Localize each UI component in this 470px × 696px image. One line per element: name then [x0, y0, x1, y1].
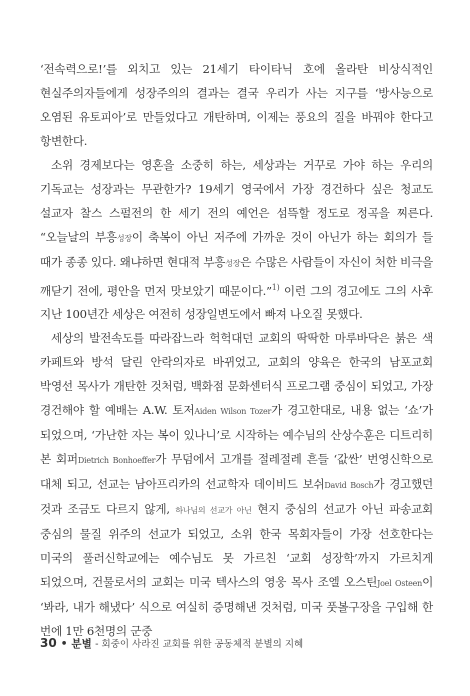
page-body [40, 58, 433, 644]
inline-name-gloss: Joel Osteen [377, 578, 423, 588]
paragraph-text: ‘전속력으로!’를 외치고 있는 21세기 타이타닉 호에 올라탄 비상식적인 현실주의자들에게 성장주의의 결과는 결국 우리가 사는 지구를 ‘방사능으로 오염된 유토피아’로 만들었다고 개탄하며, 이제는 풍요의 질을 바꿔야 한다고 항변한다. [40, 62, 433, 148]
paragraph-text: 가 무덤에서 고개를 절레절레 흔들 ‘값싼’ 번영신학으로 대체 되고, 선교는 남아프리카의 선교학자 데이비드 보쉬 [40, 452, 433, 492]
book-subtitle: - 회중이 사라진 교회를 위한 공동체적 분별의 지혜 [95, 639, 304, 650]
inline-name-gloss: Aiden Wilson Tozer [194, 407, 272, 417]
inline-name-gloss: David Bosch [324, 481, 374, 491]
paragraph-text: 가 경고했던 것과 조금도 다르지 않게, [40, 477, 434, 517]
book-title: 분별 [71, 638, 92, 650]
paragraph-text: 이 ‘봐라, 내가 해냈다’ 식으로 여실히 증명해낸 것처럼, 미국 풋볼구장을 구입해 한 번에 1만 6천명의 군중 [40, 574, 434, 638]
inline-gloss: 성장 [225, 258, 241, 268]
paragraph-text: 소위 경제보다는 영혼을 소중히 하는, 세상과는 거꾸로 가야 하는 우리의 기독교는 성장과는 무관한가? 19세기 영국에서 가장 경건하다 싶은 청교도 설교자 찰스 스펄전의 한 세기 전의 예언은 섬뜩할 정도로 정곡을 찌른다. “오늘날의 부흥 [40, 157, 433, 244]
inline-gloss: 하나님의 선교가 아닌 [175, 506, 252, 516]
paragraph-text: 가 경고한대로, 내용 없는 ‘쇼’가 되었으며, ‘가난한 자는 복이 있나니’로 시작하는 예수님의 산상수훈은 디트리히 본 회퍼 [40, 403, 433, 467]
page-footer [40, 636, 303, 651]
paragraph-text: 이런 그의 경고에도 그의 사후 지난 100년간 세상은 여전히 성장일변도에서 빠져 나오질 못했다. [40, 283, 433, 322]
footnote-marker: 1) [271, 282, 280, 292]
inline-name-gloss: Dietrich Bonhoeffer [77, 456, 156, 466]
body-paragraph [40, 154, 433, 328]
paragraph-text: 세상의 발전속도를 따라잡느라 헉헉대던 교회의 딱딱한 마루바닥은 붉은 색 카페트와 방석 달린 안락의자로 바뀌었고, 교회의 양육은 한국의 남포교회 박영선 목사가 개탄한 것처럼, 백화점 문화센터식 프로그램 중심이 되었고, 가장 경건해야 할 예배는 A.W. 토저 [40, 331, 433, 418]
page-number: 30 [40, 636, 57, 650]
paragraph-text: 은 수많은 사람들이 자신이 처한 비극을 깨닫기 전에, 평안을 먼저 맛보았기 때문이다.” [40, 254, 434, 298]
paragraph-text: 현지 중심의 선교가 아닌 파송교회 중심의 물질 위주의 선교가 되었고, 소위 한국 목회자들이 가장 선호한다는 미국의 풀러신학교에는 예수님도 못 가르친 ‘교회 성장학’까지 가르치게 되었으며, 건물로서의 교회는 미국 텍사스의 영웅 목사 조엘 오스틴 [40, 502, 433, 589]
inline-gloss: 성장 [116, 233, 132, 243]
body-paragraph [40, 58, 433, 154]
footer-separator: • [60, 638, 68, 650]
body-paragraph [40, 327, 433, 643]
paragraph-text: 이 축복이 아닌 저주에 가까운 것이 아닌가 하는 회의가 들 때가 종종 있다. 왜냐하면 현대적 부흥 [40, 229, 433, 269]
